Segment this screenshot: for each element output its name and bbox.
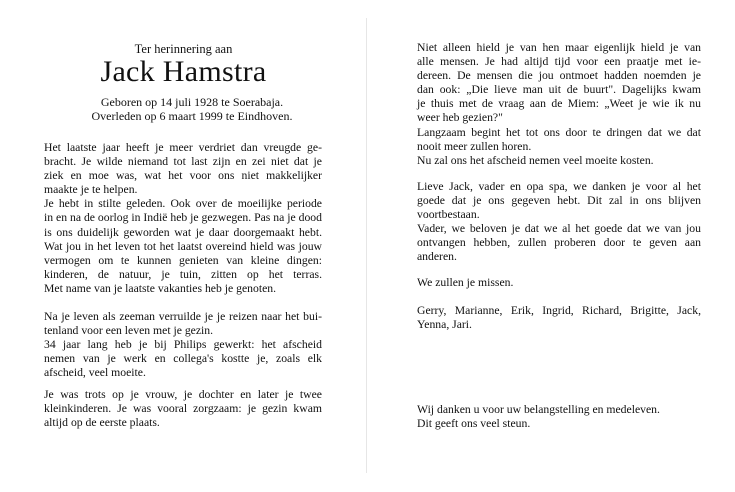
text-line: alle mensen. Je had altijd tijd voor een praatje met ie-: [417, 55, 701, 69]
text-line: goede dat je ons gegeven hebt. Dit zal in ons blijven: [417, 194, 701, 208]
text-line: vermogen om te kunnen genieten van kleine dingen:: [44, 253, 322, 267]
family-signatures: [417, 304, 701, 332]
text-line: is ons duidelijk geworden wat je daar doorgemaakt hebt.: [44, 225, 322, 239]
text-line: Vader, we beloven je dat we al het goede dat we van jou: [417, 222, 701, 236]
death-date-line: Overleden op 6 maart 1999 te Eindhoven.: [91, 109, 293, 123]
text-line: nemen van je werk en collega's kostte je, zoals elk: [44, 352, 322, 366]
text-line: anderen.: [417, 250, 457, 264]
text-line: dereen. De mensen die jou ontmoet hadden noemden je: [417, 69, 701, 83]
thanks-note: [417, 403, 701, 431]
text-line: voortbestaan.: [417, 208, 480, 222]
text-line: in en na de oorlog in Indië heb je gezwegen. Pas na je dood: [44, 211, 322, 225]
text-line: 34 jaar lang heb je bij Philips gewerkt: het afscheid: [44, 338, 322, 352]
text-line: kleinkinderen. Je was vooral zorgzaam: je gezin kwam: [44, 402, 322, 416]
text-line: weer heb gezien?": [417, 111, 503, 125]
right-paragraph-1: [417, 41, 701, 168]
text-line: Yenna, Jari.: [417, 318, 472, 332]
text-line: nooit meer zullen horen.: [417, 139, 532, 153]
text-line: afscheid, veel moeite.: [44, 366, 146, 380]
text-line: maakte je te helpen.: [44, 183, 138, 197]
text-line: Niet alleen hield je van hen maar eigenlijk hield je van: [417, 41, 701, 54]
text-line: altijd op de eerste plaats.: [44, 416, 160, 430]
birth-date-line: Geboren op 14 juli 1928 te Soerabaja.: [100, 95, 284, 109]
text-line: Wij danken u voor uw belangstelling en medeleven.: [417, 403, 660, 416]
we-will-miss-you: [417, 276, 701, 290]
text-line: kinderen, de natuur, je tuin, zitten op het terras.: [44, 267, 322, 281]
text-line: Lieve Jack, vader en opa spa, we danken je voor al het: [417, 180, 701, 193]
text-line: Wat jou in het leven tot het laatst overeind hield was jouw: [44, 239, 322, 253]
text-line: Het laatste jaar heeft je meer verdriet dan vreugde ge-: [44, 141, 322, 154]
text-line: ontvangen hebben, zullen proberen door te geven aan: [417, 236, 701, 250]
text-line: Je was trots op je vrouw, je dochter en later je twee: [44, 388, 322, 401]
text-line: Met name van je laatste vakanties heb je genoten.: [44, 281, 277, 295]
left-paragraph-3: [44, 388, 322, 430]
right-paragraph-2: [417, 180, 701, 265]
left-paragraph-1: [44, 141, 322, 296]
text-line: je thuis met de vraag aan de Miem: „Weet je wie ik nu: [417, 97, 701, 111]
text-line: Gerry, Marianne, Erik, Ingrid, Richard, Brigitte, Jack,: [417, 304, 701, 317]
text-line: Dit geeft ons veel steun.: [417, 417, 531, 431]
in-memory-heading: Ter herinnering aan: [134, 42, 233, 56]
text-line: ziek en moe was, wat het voor ons niet makkelijker: [44, 169, 322, 183]
text-line: Je hebt in stilte geleden. Ook over de moeilijke periode: [44, 197, 322, 211]
right-page: [367, 0, 735, 492]
text-line: Nu zal ons het afscheid nemen veel moeite kosten.: [417, 153, 654, 167]
left-paragraph-2: [44, 310, 322, 380]
text-line: bracht. Je wilde niemand tot last zijn en zei niet dat je: [44, 155, 322, 169]
text-line: tenland voor een leven met je gezin.: [44, 324, 214, 338]
text-line: We zullen je missen.: [417, 276, 514, 289]
text-line: Na je leven als zeeman verruilde je je reizen naar het bui-: [44, 310, 322, 323]
text-line: dan ook: „Die lieve man uit de buurt". Dagelijks kwam: [417, 83, 701, 97]
deceased-name: Jack Hamstra: [100, 55, 267, 88]
text-line: Langzaam begint het tot ons door te dringen dat we dat: [417, 125, 701, 139]
left-page: [0, 0, 367, 492]
life-dates: [42, 95, 342, 123]
